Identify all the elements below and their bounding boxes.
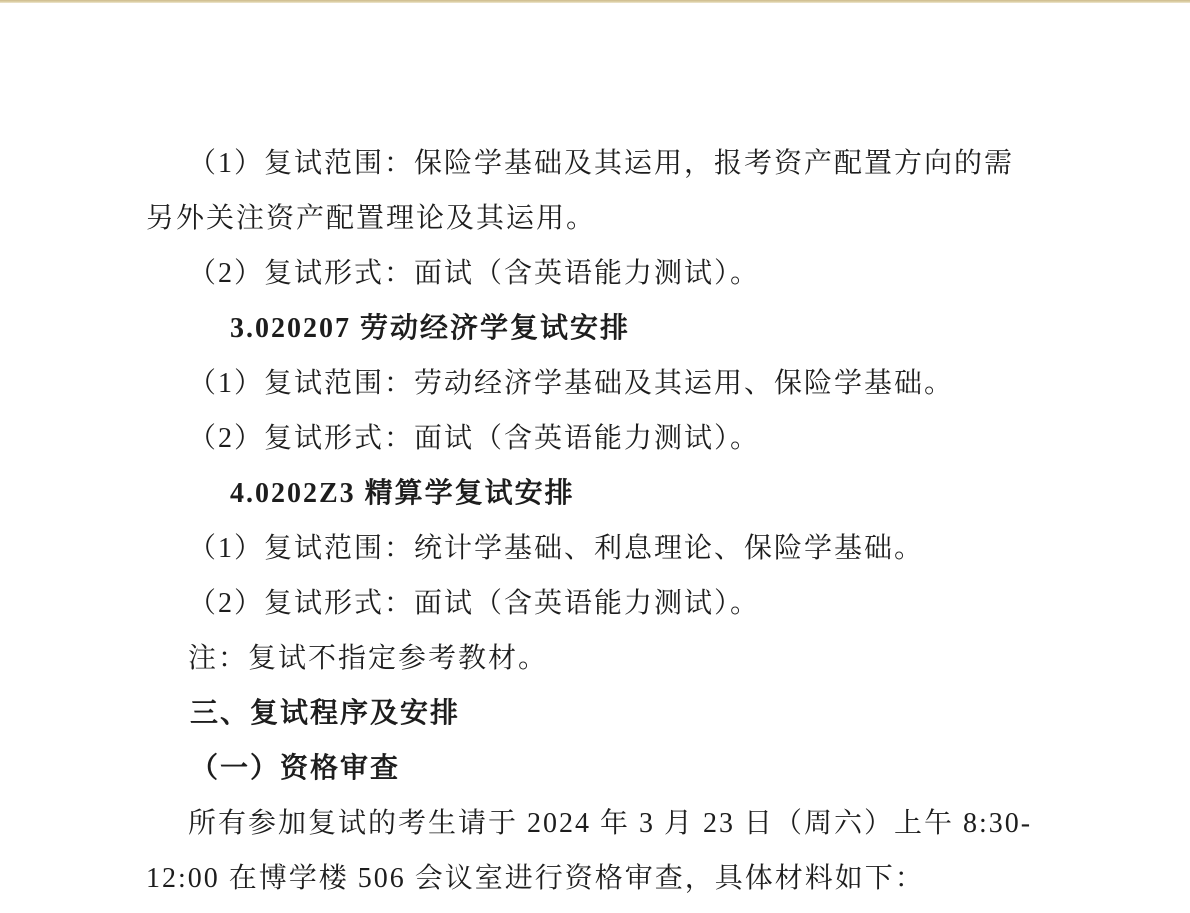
heading-actuarial-science: 4.0202Z3 精算学复试安排 bbox=[230, 478, 575, 509]
page-top-border bbox=[0, 0, 1190, 3]
heading-section-three: 三、复试程序及安排 bbox=[190, 698, 461, 729]
document-page bbox=[146, 136, 1066, 906]
paragraph-note-no-textbook: 注：复试不指定参考教材。 bbox=[188, 643, 549, 674]
paragraph-scope-actuarial: （1）复试范围：统计学基础、利息理论、保险学基础。 bbox=[188, 533, 925, 564]
paragraph-scope-insurance: （1）复试范围：保险学基础及其运用，报考资产配置方向的需 bbox=[188, 148, 1015, 179]
paragraph-scope-labor: （1）复试范围：劳动经济学基础及其运用、保险学基础。 bbox=[188, 368, 955, 399]
paragraph-format-interview-3: （2）复试形式：面试（含英语能力测试）。 bbox=[188, 588, 761, 619]
paragraph-review-schedule: 所有参加复试的考生请于 2024 年 3 月 23 日（周六）上午 8:30- bbox=[188, 808, 1033, 839]
paragraph-review-schedule-cont: 12:00 在博学楼 506 会议室进行资格审查，具体材料如下： bbox=[146, 863, 925, 894]
heading-qualification-review: （一）资格审查 bbox=[190, 753, 401, 784]
heading-labor-economics: 3.020207 劳动经济学复试安排 bbox=[230, 313, 631, 344]
paragraph-scope-insurance-cont: 另外关注资产配置理论及其运用。 bbox=[146, 203, 597, 234]
paragraph-format-interview-2: （2）复试形式：面试（含英语能力测试）。 bbox=[188, 423, 761, 454]
paragraph-format-interview: （2）复试形式：面试（含英语能力测试）。 bbox=[188, 258, 761, 289]
